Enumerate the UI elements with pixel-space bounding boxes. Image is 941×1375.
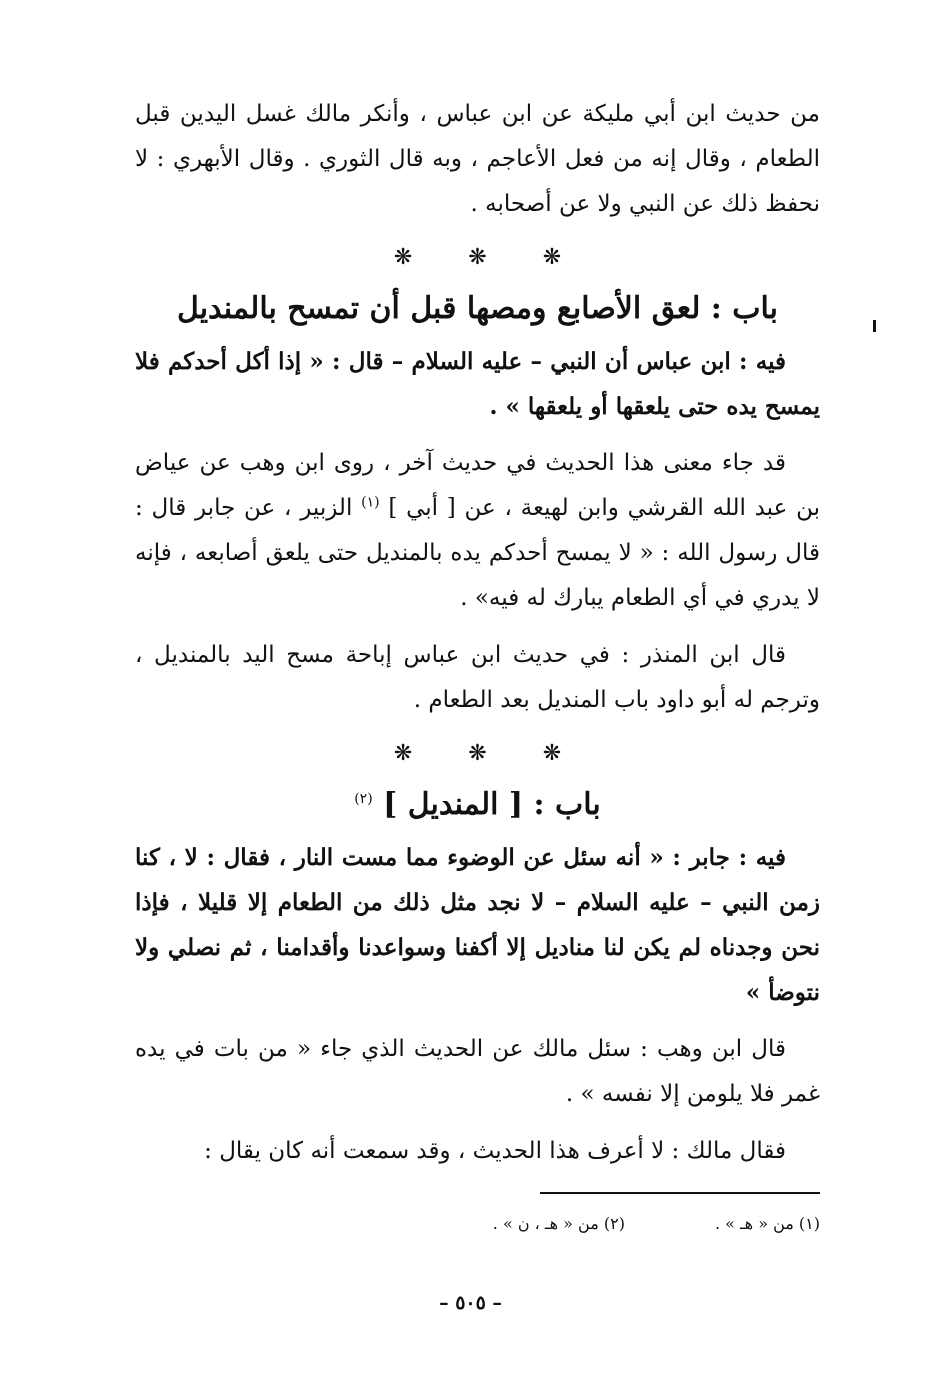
commentary-paragraph: قال ابن وهب : سئل مالك عن الحديث الذي جاء « من بات في يده غمر فلا يلومن إلا نفسه » .	[135, 1036, 820, 1107]
section-divider	[135, 739, 820, 769]
section-heading-text: باب : [ المنديل ]	[383, 787, 601, 822]
commentary-paragraph	[135, 441, 820, 621]
section-heading	[135, 779, 820, 831]
hadith-paragraph: فيه : جابر : « أنه سئل عن الوضوء مما مست النار ، فقال : لا ، كنا زمن النبي – عليه السلام – لا نجد مثل ذلك من الطعام إلا قليلا ، فإذا نحن وجدناه لم يكن لنا مناديل إلا أكفنا وسواعدنا وأقدامنا ، ثم نصلي ولا نتوضأ »	[135, 844, 820, 1006]
star-ornament-icon: ❋	[542, 741, 562, 766]
commentary-text: الزبير ، عن جابر قال : قال رسول الله : « لا يمسح أحدكم يده بالمنديل حتى يلعق أصابعه ، فإنه لا يدري في أي الطعام يبارك له فيه» .	[135, 495, 820, 611]
margin-mark	[873, 320, 876, 332]
star-ornament-icon: ❋	[393, 245, 413, 270]
star-ornament-icon: ❋	[468, 245, 487, 270]
page-number: – ٥٠٥ –	[439, 1292, 502, 1314]
page-body	[135, 92, 820, 1186]
footnote-divider	[540, 1192, 820, 1194]
commentary-paragraph: قال ابن المنذر : في حديث ابن عباس إباحة مسح اليد بالمنديل ، وترجم له أبو داود باب المنديل بعد الطعام .	[135, 642, 820, 713]
footnotes	[360, 1212, 820, 1236]
footnote-item: (٢) من « هـ ، ن » .	[492, 1214, 625, 1233]
star-ornament-icon: ❋	[542, 245, 562, 270]
section-heading: باب : لعق الأصابع ومصها قبل أن تمسح بالمنديل	[176, 291, 779, 326]
hadith-paragraph: فيه : ابن عباس أن النبي – عليه السلام – قال : « إذا أكل أحدكم فلا يمسح يده حتى يلعقها أو يلعقها » .	[135, 348, 820, 420]
footnote-item: (١) من « هـ » .	[714, 1214, 820, 1233]
section-divider	[135, 243, 820, 273]
footnote-marker: (٢)	[354, 791, 373, 807]
star-ornament-icon: ❋	[393, 741, 413, 766]
intro-paragraph: من حديث ابن أبي مليكة عن ابن عباس ، وأنكر مالك غسل اليدين قبل الطعام ، وقال إنه من فعل الأعاجم ، وبه قال الثوري . وقال الأبهري : لا نحفظ ذلك عن النبي ولا عن أصحابه .	[135, 101, 820, 217]
footnote-marker: (١)	[361, 494, 380, 511]
commentary-paragraph: فقال مالك : لا أعرف هذا الحديث ، وقد سمعت أنه كان يقال :	[204, 1138, 786, 1164]
star-ornament-icon: ❋	[468, 741, 487, 766]
commentary-text: قد جاء معنى هذا الحديث في حديث آخر ، روى ابن وهب عن عياض بن عبد الله القرشي وابن لهيعة ، عن [ أبي ]	[135, 450, 821, 521]
